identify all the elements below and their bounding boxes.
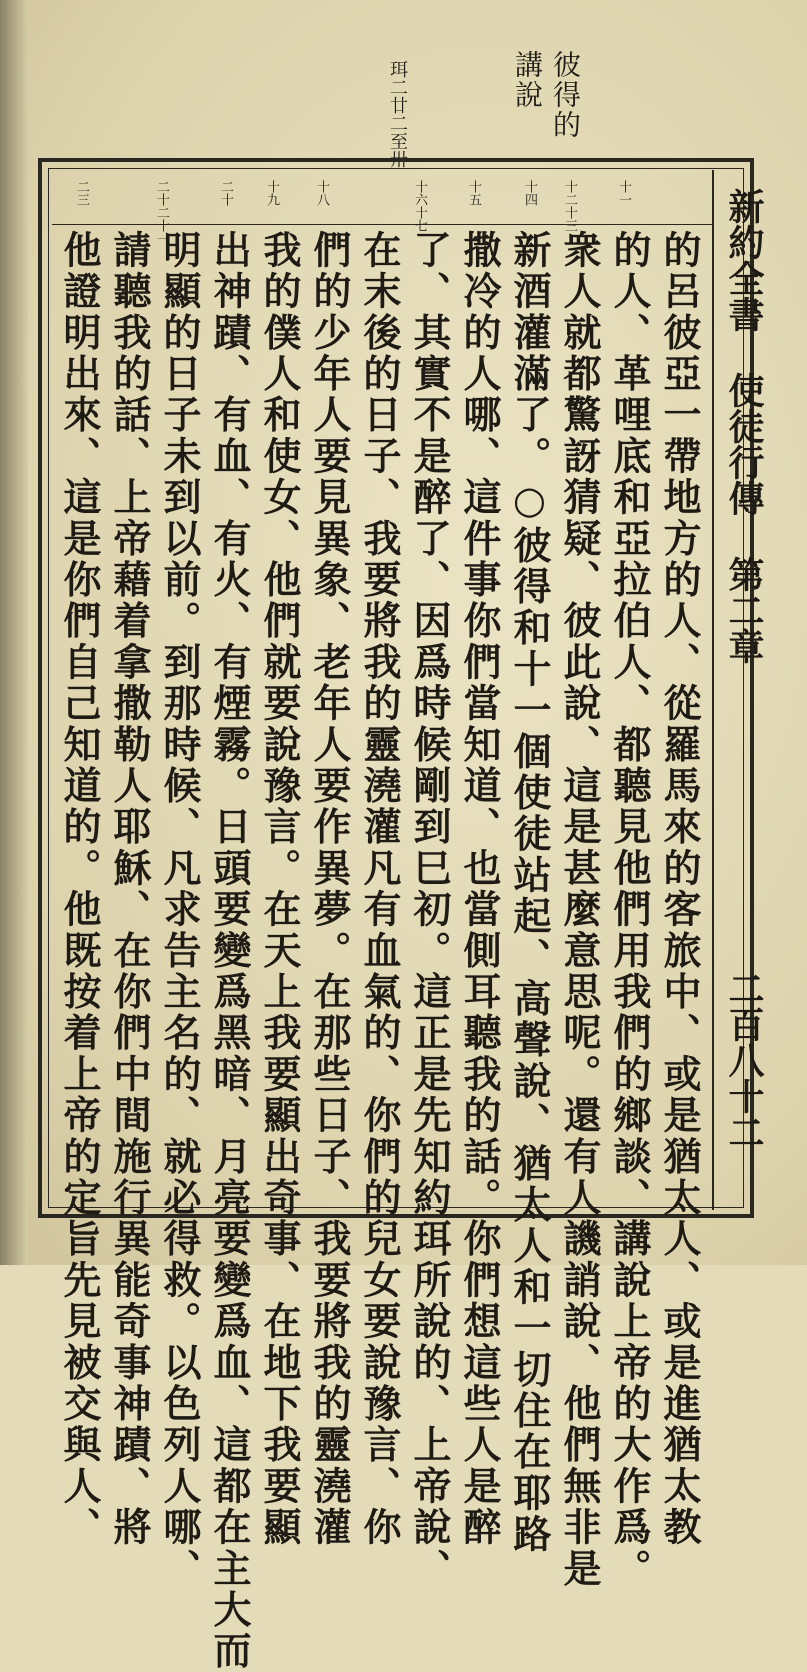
margin-note-joel-reference: 珥二廿二至卅 [387,60,408,168]
verse-number-bar [52,176,712,245]
verse-number: 二十二十一 [154,180,169,245]
book-title: 新約全書 [723,188,765,332]
text-column: 出神蹟、有血、有火、有煙霧。日頭要變爲黑暗、月亮要變爲血、這都在主大而 [207,230,252,1672]
margin-note-speech: 講說 [511,50,544,110]
text-column: 撒冷的人哪、這件事你們當知道、也當側耳聽我的話。你們想這些人是醉 [457,230,502,1549]
text-column: 他證明出來、這是你們自己知道的。他既按着上帝的定旨先見被交與人、 [57,230,102,1549]
text-column: 衆人就都驚訝猜疑、彼此說、這是甚麼意思呢。還有人譏誚說、他們無非是 [557,230,602,1590]
verse-number: 十四 [522,180,537,206]
verse-number: 十一 [616,180,631,206]
text-column: 了、其實不是醉了、因爲時候剛到巳初。這正是先知約珥所說的、上帝說、 [407,230,452,1590]
text-column: 的人、革哩底和亞拉伯人、都聽見他們用我們的鄉談、講說上帝的大作爲。 [607,230,652,1590]
text-column: 請聽我的話、上帝藉着拿撒勒人耶穌、在你們中間施行異能奇事神蹟、將 [107,230,152,1549]
text-column: 的呂彼亞一帶地方的人、從羅馬來的客旅中、或是猶太人、或是進猶太教 [657,230,702,1549]
verse-number: 十九 [264,180,279,206]
verse-number: 十五 [466,180,481,206]
margin-note-peter-speech: 彼得的 [549,50,582,140]
verse-number: 十八 [314,180,329,206]
verse-number: 二十 [218,180,233,206]
verse-number: 二三 [74,180,89,206]
page-number: 二百八十二 [723,970,765,1150]
text-column: 在末後的日子、我要將我的靈澆灌凡有血氣的、你們的兒女要說豫言、你 [357,230,402,1549]
verse-number: 十二十三 [562,180,577,232]
book-name: 使徒行傳 [723,372,765,516]
title-divider [712,170,714,1210]
verse-number: 十六十七 [412,180,427,232]
book-binding [0,0,28,1265]
text-column: 新酒灌滿了。○彼得和十一個使徒站起、高聲說、猶太人和一切住在耶路 [507,230,552,1556]
text-column: 們的少年人要見異象、老年人要作異夢。在那些日子、我要將我的靈澆灌 [307,230,352,1549]
running-title [724,188,764,664]
text-column: 明顯的日子未到以前。到那時候、凡求告主名的、就必得救。以色列人哪、 [157,230,202,1590]
text-column: 我的僕人和使女、他們就要說豫言。在天上我要顯出奇事、在地下我要顯 [257,230,302,1549]
chapter-label: 第二章 [723,556,765,664]
